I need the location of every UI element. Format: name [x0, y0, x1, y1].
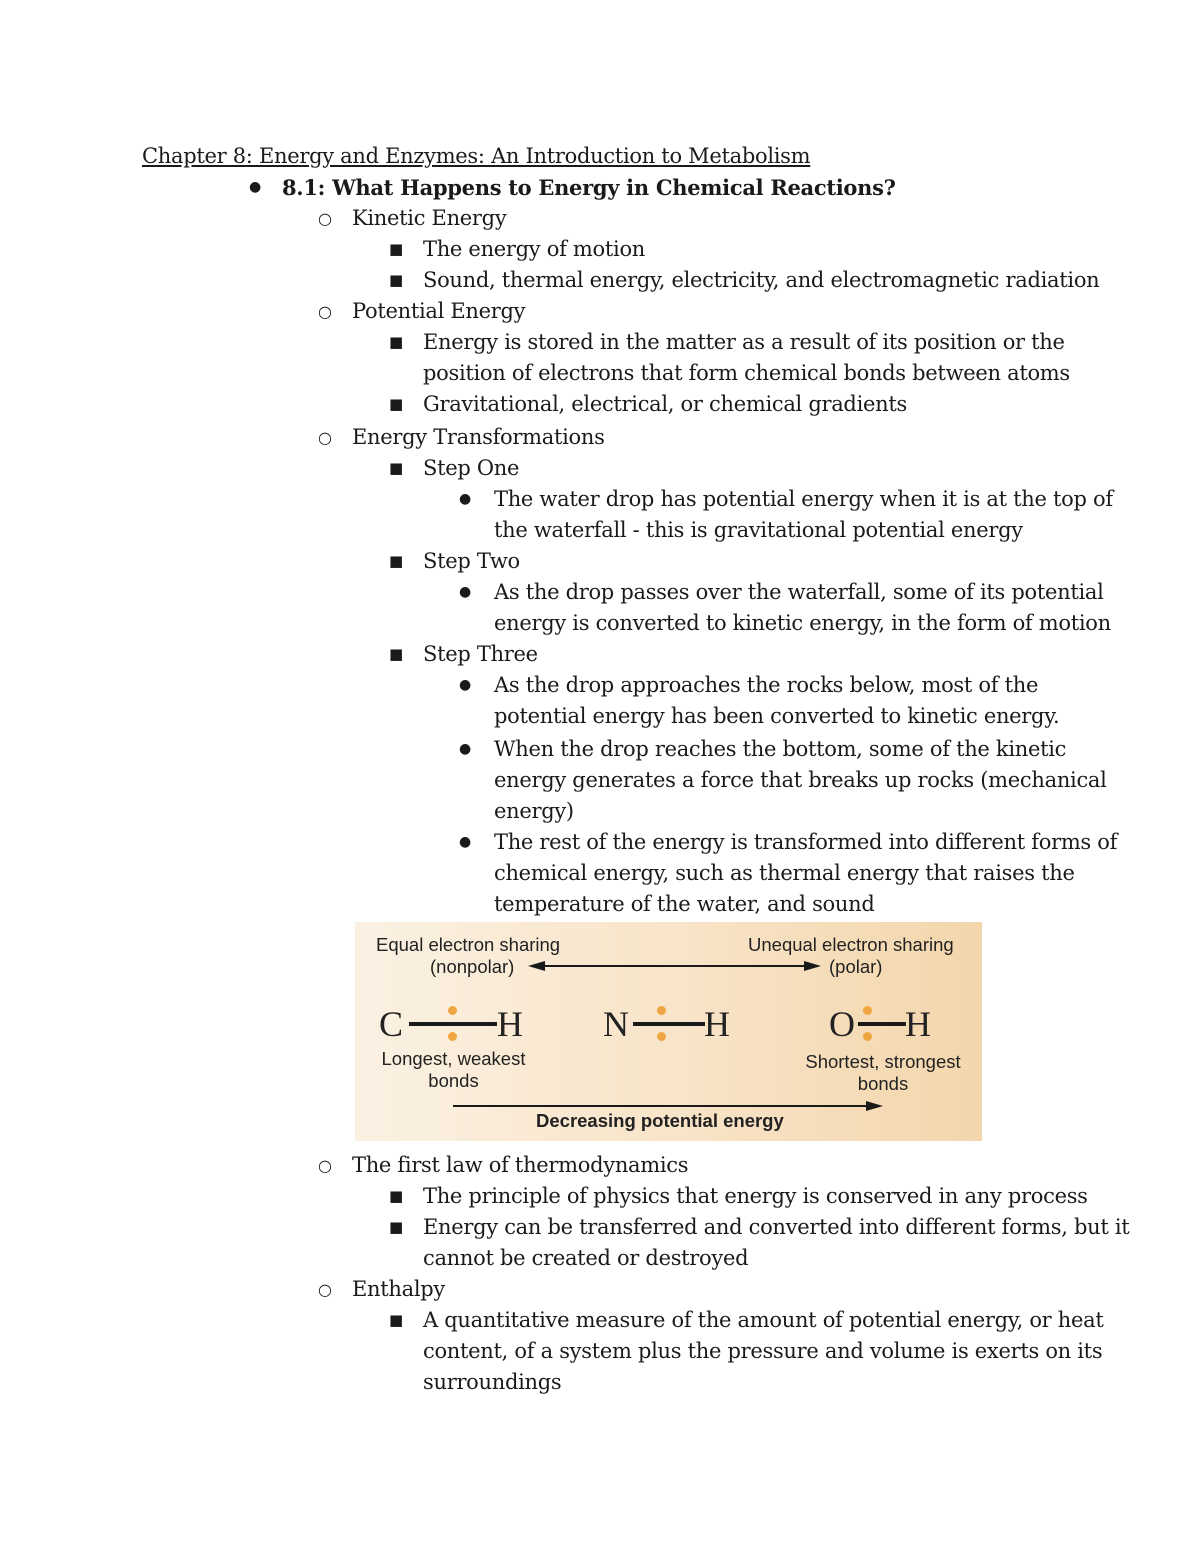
section-heading: 8.1: What Happens to Energy in Chemical Reactions? — [282, 175, 896, 200]
step-three-text: temperature of the water, and sound — [494, 892, 875, 916]
disc-bullet: ● — [249, 179, 262, 195]
step-three-text: As the drop approaches the rocks below, most of the — [494, 673, 1039, 697]
circle-bullet: ○ — [318, 1156, 332, 1175]
left-arrowhead — [528, 961, 545, 971]
enthalpy-text: content, of a system plus the pressure and volume is exerts on its — [423, 1339, 1103, 1363]
square-bullet: ■ — [389, 240, 404, 258]
atom-hydrogen: H — [905, 1004, 931, 1044]
step-three-text: energy) — [494, 799, 574, 823]
electron-dot — [863, 1006, 872, 1015]
first-law-heading: The first law of thermodynamics — [352, 1153, 689, 1177]
nonpolar-label: (nonpolar) — [430, 956, 515, 977]
bond-polarity-figure — [355, 922, 982, 1141]
polar-label: (polar) — [829, 956, 883, 977]
step-three-text: When the drop reaches the bottom, some of the kinetic — [494, 737, 1067, 761]
shortest-strongest-label: Shortest, strongest — [805, 1051, 961, 1072]
unequal-sharing-label: Unequal electron sharing — [748, 934, 954, 955]
disc-bullet: ● — [459, 584, 472, 600]
electron-dot — [863, 1032, 872, 1041]
bonds-label-right: bonds — [857, 1073, 909, 1094]
disc-bullet: ● — [459, 677, 472, 693]
potential-heading: Potential Energy — [352, 299, 526, 323]
transformations-heading: Energy Transformations — [352, 425, 605, 449]
bottom-arrowhead — [866, 1101, 883, 1111]
first-law-item: The principle of physics that energy is conserved in any process — [423, 1184, 1088, 1208]
square-bullet: ■ — [389, 1187, 404, 1205]
circle-bullet: ○ — [318, 428, 332, 447]
potential-item-line: Energy is stored in the matter as a result of its position or the — [423, 330, 1065, 354]
kinetic-heading: Kinetic Energy — [352, 206, 507, 230]
square-bullet: ■ — [389, 395, 404, 413]
circle-bullet: ○ — [318, 1280, 332, 1299]
square-bullet: ■ — [389, 459, 404, 477]
bond-nh — [633, 1022, 705, 1026]
chapter-title: Chapter 8: Energy and Enzymes: An Introduction to Metabolism — [142, 144, 811, 168]
disc-bullet: ● — [459, 741, 472, 757]
enthalpy-heading: Enthalpy — [352, 1277, 445, 1301]
atom-hydrogen: H — [497, 1004, 523, 1044]
longest-weakest-label: Longest, weakest — [381, 1048, 526, 1069]
step-two-text: energy is converted to kinetic energy, in the form of motion — [494, 611, 1111, 635]
square-bullet: ■ — [389, 271, 404, 289]
square-bullet: ■ — [389, 333, 404, 351]
step-three-text: potential energy has been converted to kinetic energy. — [494, 704, 1060, 728]
bond-ch — [409, 1022, 497, 1026]
step-two-label: Step Two — [423, 549, 520, 573]
potential-item: Gravitational, electrical, or chemical gradients — [423, 392, 907, 416]
atom-hydrogen: H — [704, 1004, 730, 1044]
step-one-label: Step One — [423, 456, 520, 480]
disc-bullet: ● — [459, 491, 472, 507]
step-one-text: the waterfall - this is gravitational potential energy — [494, 518, 1023, 542]
kinetic-item: The energy of motion — [423, 237, 646, 261]
circle-bullet: ○ — [318, 302, 332, 321]
disc-bullet: ● — [459, 834, 472, 850]
decreasing-energy-caption: Decreasing potential energy — [536, 1110, 784, 1131]
square-bullet: ■ — [389, 1311, 404, 1329]
atom-nitrogen: N — [603, 1004, 629, 1044]
first-law-item: Energy can be transferred and converted into different forms, but it — [423, 1215, 1130, 1239]
right-arrowhead — [804, 961, 821, 971]
bonds-label-left: bonds — [428, 1070, 479, 1091]
kinetic-item: Sound, thermal energy, electricity, and electromagnetic radiation — [423, 268, 1100, 292]
step-three-label: Step Three — [423, 642, 538, 666]
step-two-text: As the drop passes over the waterfall, some of its potential — [494, 580, 1104, 604]
electron-dot — [657, 1032, 666, 1041]
step-three-text: energy generates a force that breaks up rocks (mechanical — [494, 768, 1107, 792]
step-three-text: The rest of the energy is transformed into different forms of — [494, 830, 1118, 854]
square-bullet: ■ — [389, 645, 404, 663]
enthalpy-text: A quantitative measure of the amount of potential energy, or heat — [423, 1308, 1104, 1332]
bond-oh — [858, 1022, 906, 1026]
step-one-text: The water drop has potential energy when it is at the top of — [494, 487, 1113, 511]
circle-bullet: ○ — [318, 209, 332, 228]
electron-dot — [448, 1006, 457, 1015]
potential-item-line: position of electrons that form chemical bonds between atoms — [423, 361, 1070, 385]
first-law-item: cannot be created or destroyed — [423, 1246, 749, 1270]
square-bullet: ■ — [389, 552, 404, 570]
step-three-text: chemical energy, such as thermal energy that raises the — [494, 861, 1075, 885]
electron-dot — [657, 1006, 666, 1015]
square-bullet: ■ — [389, 1218, 404, 1236]
atom-oxygen: O — [829, 1004, 855, 1044]
enthalpy-text: surroundings — [423, 1370, 562, 1394]
electron-dot — [448, 1032, 457, 1041]
atom-carbon: C — [379, 1004, 404, 1044]
equal-sharing-label: Equal electron sharing — [376, 934, 561, 955]
figure-arrows — [355, 922, 982, 1141]
